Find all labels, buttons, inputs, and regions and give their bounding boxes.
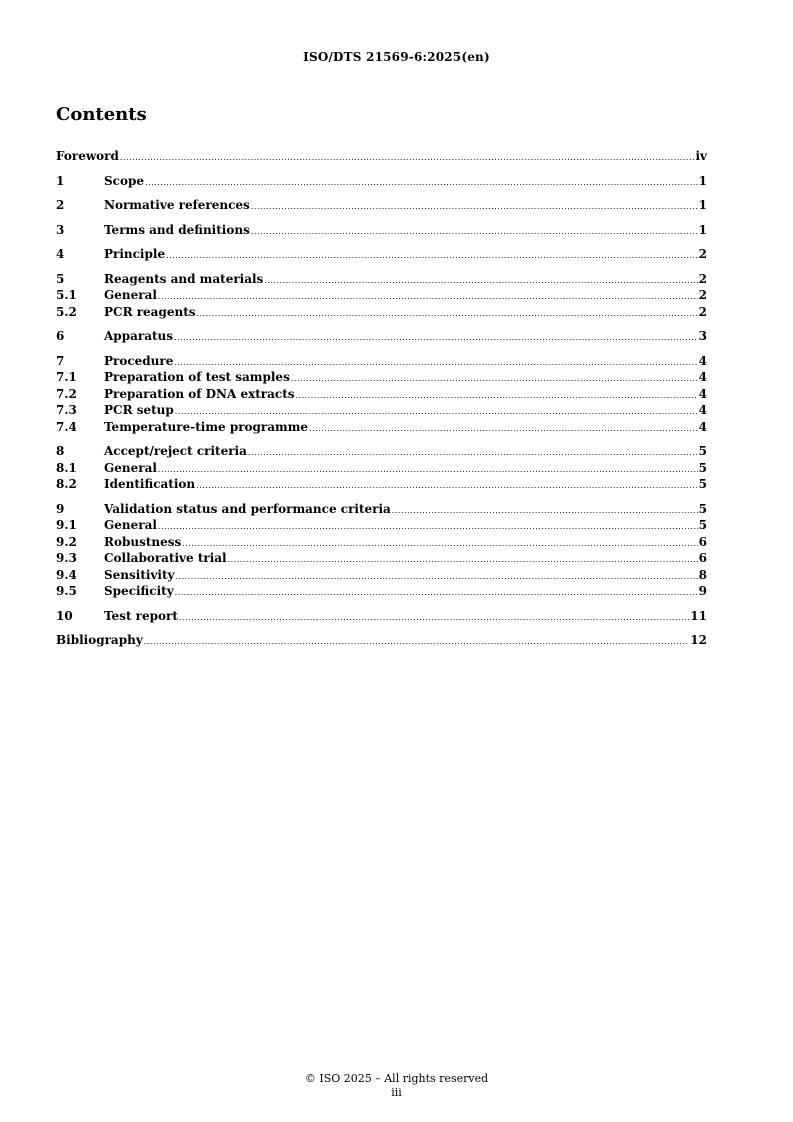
toc-entry-title: General	[104, 288, 157, 302]
toc-entry-number: 8.2	[56, 477, 77, 491]
toc-entry-page: 5	[698, 501, 707, 516]
toc-entry-title: Specificity	[104, 584, 174, 598]
toc-entry	[56, 567, 707, 584]
toc-entry-number: 8.1	[56, 460, 77, 475]
toc-entry-title: PCR reagents	[104, 304, 196, 319]
toc-entry-number: 2	[56, 198, 65, 212]
toc-entry-title: General	[104, 460, 157, 475]
toc-leader-dots	[174, 330, 698, 347]
toc-entry-page: 5	[698, 518, 707, 532]
toc-entry-number: 5	[56, 271, 65, 286]
toc-entry-title: Procedure	[104, 353, 174, 368]
toc-entry-number: 5.1	[56, 288, 77, 302]
toc-entry-page: 12	[690, 633, 707, 647]
toc-entry-page: 1	[698, 222, 707, 237]
toc-group	[56, 246, 707, 263]
toc-group	[56, 443, 707, 493]
toc-entry	[56, 271, 707, 288]
toc-entry	[56, 402, 707, 419]
copyright-notice: © ISO 2025 – All rights reserved	[304, 1072, 489, 1085]
toc-entry	[56, 534, 707, 551]
toc-entry-page: 2	[698, 304, 707, 319]
toc-entry	[56, 517, 707, 534]
toc-entry-page: 1	[698, 173, 707, 188]
toc-entry-title: Principle	[104, 247, 166, 261]
toc-entry-number: 9.2	[56, 534, 77, 549]
toc-leader-dots	[120, 150, 695, 167]
toc-entry-title: Foreword	[56, 149, 119, 163]
toc-entry-number: 6	[56, 329, 65, 343]
toc-entry-title: PCR setup	[104, 403, 174, 417]
table-of-contents	[56, 148, 707, 657]
toc-entry-title: Terms and definitions	[104, 222, 250, 237]
toc-entry-title: General	[104, 518, 157, 532]
toc-entry	[56, 608, 707, 625]
toc-leader-dots	[264, 273, 697, 290]
toc-leader-dots	[145, 175, 698, 192]
page-footer	[0, 1072, 793, 1100]
toc-entry-page: 8	[698, 567, 707, 582]
toc-entry	[56, 369, 707, 386]
toc-leader-dots	[296, 388, 698, 405]
toc-entry-page: iv	[695, 149, 707, 163]
toc-group	[56, 222, 707, 239]
contents-heading: Contents	[56, 104, 147, 125]
toc-entry-page: 4	[698, 419, 707, 434]
toc-entry	[56, 328, 707, 345]
toc-entry-page: 5	[698, 460, 707, 475]
toc-group	[56, 197, 707, 214]
toc-group	[56, 632, 707, 649]
toc-entry	[56, 197, 707, 214]
toc-entry-page: 4	[698, 370, 707, 384]
toc-entry-number: 5.2	[56, 304, 77, 319]
toc-entry-number: 7.4	[56, 419, 77, 434]
toc-group	[56, 353, 707, 436]
toc-entry-title: Preparation of DNA extracts	[104, 386, 295, 401]
toc-leader-dots	[197, 306, 698, 323]
toc-entry-page: 2	[698, 247, 707, 261]
toc-entry	[56, 222, 707, 239]
toc-entry	[56, 419, 707, 436]
toc-leader-dots	[309, 421, 698, 438]
toc-entry-page: 4	[698, 403, 707, 417]
toc-entry-title: Reagents and materials	[104, 271, 264, 286]
toc-entry-number: 7.2	[56, 386, 77, 401]
toc-leader-dots	[182, 536, 697, 553]
toc-entry-page: 2	[698, 271, 707, 286]
toc-entry	[56, 501, 707, 518]
toc-entry-page: 6	[698, 551, 707, 565]
toc-entry	[56, 460, 707, 477]
toc-entry-number: 8	[56, 444, 65, 458]
toc-entry-page: 11	[690, 608, 707, 623]
toc-leader-dots	[158, 519, 698, 536]
toc-leader-dots	[248, 445, 698, 462]
toc-entry-title: Collaborative trial	[104, 551, 227, 565]
toc-group	[56, 271, 707, 321]
toc-entry-page: 4	[698, 353, 707, 368]
toc-entry-page: 5	[698, 444, 707, 458]
toc-entry	[56, 148, 707, 165]
page-number: iii	[391, 1086, 402, 1099]
toc-entry-number: 9.4	[56, 567, 77, 582]
toc-entry	[56, 246, 707, 263]
toc-entry-page: 3	[698, 329, 707, 343]
toc-entry-number: 3	[56, 222, 65, 237]
toc-entry-number: 9.5	[56, 584, 77, 598]
document-id-header: ISO/DTS 21569-6:2025(en)	[303, 50, 490, 64]
toc-leader-dots	[144, 634, 690, 651]
toc-leader-dots	[392, 503, 698, 520]
toc-entry-number: 1	[56, 173, 65, 188]
toc-entry-title: Apparatus	[104, 329, 173, 343]
toc-leader-dots	[251, 199, 698, 216]
toc-entry-page: 9	[698, 584, 707, 598]
toc-entry	[56, 304, 707, 321]
toc-entry	[56, 287, 707, 304]
toc-entry	[56, 353, 707, 370]
toc-leader-dots	[158, 462, 698, 479]
toc-entry-title: Validation status and performance criteria	[104, 501, 391, 516]
toc-entry	[56, 386, 707, 403]
toc-leader-dots	[158, 289, 698, 306]
toc-entry-title: Normative references	[104, 198, 250, 212]
toc-entry-page: 4	[698, 386, 707, 401]
toc-entry-number: 7	[56, 353, 65, 368]
toc-entry-number: 7.3	[56, 403, 77, 417]
toc-entry-number: 10	[56, 608, 73, 623]
toc-entry-title: Identification	[104, 477, 196, 491]
toc-entry-page: 5	[698, 477, 707, 491]
toc-entry-number: 9.1	[56, 518, 77, 532]
toc-leader-dots	[196, 478, 698, 495]
toc-entry	[56, 443, 707, 460]
toc-leader-dots	[291, 371, 698, 388]
toc-entry-title: Test report	[104, 608, 178, 623]
toc-entry	[56, 550, 707, 567]
toc-leader-dots	[228, 552, 698, 569]
toc-entry-title: Sensitivity	[104, 567, 175, 582]
toc-entry-title: Robustness	[104, 534, 182, 549]
toc-leader-dots	[166, 248, 698, 265]
toc-group	[56, 608, 707, 625]
toc-leader-dots	[251, 224, 698, 241]
toc-entry	[56, 173, 707, 190]
toc-group	[56, 328, 707, 345]
toc-leader-dots	[176, 569, 698, 586]
toc-entry-title: Scope	[104, 173, 145, 188]
toc-entry-title: Accept/reject criteria	[104, 444, 247, 458]
toc-group	[56, 501, 707, 600]
toc-entry-number: 7.1	[56, 370, 77, 384]
toc-entry-page: 1	[698, 198, 707, 212]
toc-entry-title: Preparation of test samples	[104, 370, 290, 384]
toc-entry-title: Bibliography	[56, 633, 143, 647]
toc-entry-number: 9.3	[56, 551, 77, 565]
toc-leader-dots	[175, 585, 698, 602]
toc-entry-title: Temperature-time programme	[104, 419, 309, 434]
toc-entry-number: 4	[56, 247, 65, 261]
toc-entry-page: 6	[698, 534, 707, 549]
toc-entry-page: 2	[698, 288, 707, 302]
toc-group	[56, 148, 707, 165]
toc-entry	[56, 632, 707, 649]
toc-leader-dots	[179, 610, 689, 627]
toc-group	[56, 173, 707, 190]
toc-entry-number: 9	[56, 501, 65, 516]
toc-entry	[56, 476, 707, 493]
toc-entry	[56, 583, 707, 600]
